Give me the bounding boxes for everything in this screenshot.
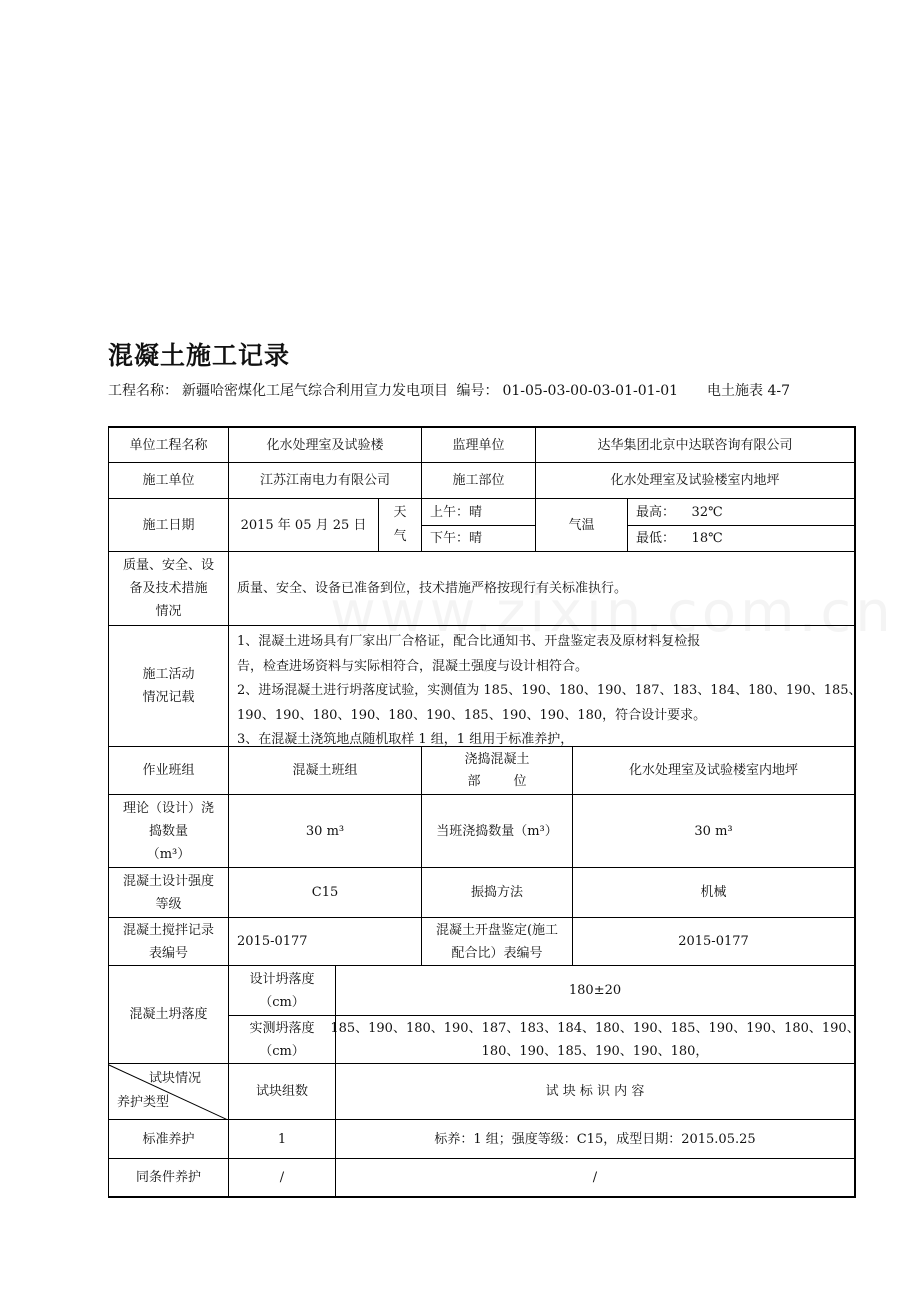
crew-value: 混凝土班组: [229, 747, 422, 795]
unit-project-value: 化水处理室及试验楼: [229, 428, 422, 463]
project-info-line: [108, 380, 794, 400]
activity-line-1: 1、混凝土进场具有厂家出厂合格证，配合比通知书、开盘鉴定表及原材料复检报: [237, 634, 701, 649]
temperature-high: [628, 499, 854, 526]
strength-label: [109, 868, 229, 918]
std-cure-label: 标准养护: [109, 1120, 229, 1159]
pour-part-label-1: 浇捣混凝土: [464, 751, 530, 767]
slump-actual-label-1: 实测坍落度: [249, 1020, 315, 1036]
page-title: 混凝土施工记录: [108, 341, 291, 370]
activity-line-5: 3、在混凝土浇筑地点随机取样 1 组，1 组用于标准养护，: [237, 732, 574, 747]
design-qty-label-1: 理论（设计）浇: [122, 800, 214, 816]
slump-design-label: [229, 966, 336, 1016]
temp-high-label: 最高：: [636, 504, 676, 520]
std-cure-count: 1: [229, 1120, 336, 1159]
slump-design-label-1: 设计坍落度: [249, 971, 315, 987]
supervisor-label: 监理单位: [422, 428, 536, 463]
date-value: 2015 年 05 月 25 日: [229, 499, 379, 552]
mix-record-label: [109, 918, 229, 966]
std-cure-content: 标养：1 组；强度等级：C15，成型日期：2015.05.25: [336, 1120, 854, 1159]
weather-pm: 下午：晴: [422, 526, 536, 552]
specimen-content-label: 试 块 标 识 内 容: [336, 1064, 854, 1120]
vibrate-value: 机械: [573, 868, 854, 918]
temperature-low: [628, 526, 854, 552]
code-value: 01-05-03-00-03-01-01-01: [502, 383, 679, 399]
specimen-header-bottom: 养护类型: [117, 1095, 170, 1110]
design-qty-value: 30 m³: [229, 795, 422, 868]
quality-label-2: 备及技术措施: [129, 581, 208, 596]
weather-am: 上午：晴: [422, 499, 536, 526]
mix-record-value: 2015-0177: [229, 918, 422, 966]
slump-actual-label: [229, 1016, 336, 1064]
date-label: 施工日期: [109, 499, 229, 552]
specimen-count-label: 试块组数: [229, 1064, 336, 1120]
open-eval-label-2: 配合比）表编号: [451, 945, 543, 961]
supervisor-value: 达华集团北京中达联咨询有限公司: [536, 428, 854, 463]
project-name: 新疆哈密煤化工尾气综合利用宣力发电项目: [182, 383, 448, 399]
form-number: 电土施表 4-7: [707, 383, 790, 399]
activity-line-2: 告，检查进场资料与实际相符合，混凝土强度与设计相符合。: [237, 658, 589, 674]
contractor-label: 施工单位: [109, 463, 229, 499]
activity-line-3: 2、进场混凝土进行坍落度试验，实测值为 185、190、180、190、187、183、184、180、190、185、: [237, 683, 862, 698]
mix-record-label-1: 混凝土搅拌记录: [122, 922, 214, 938]
shift-qty-value: 30 m³: [573, 795, 854, 868]
mix-record-label-2: 表编号: [148, 945, 188, 961]
pour-part-label: [422, 747, 573, 795]
weather-label: [379, 499, 422, 552]
location-label: 施工部位: [422, 463, 536, 499]
activity-label-1: 施工活动: [142, 667, 195, 682]
slump-design-label-2: （cm）: [259, 994, 305, 1010]
strength-label-1: 混凝土设计强度: [122, 873, 214, 889]
quality-label: [109, 552, 229, 626]
specimen-header-top: 试块情况: [149, 1071, 202, 1086]
slump-actual-value: [330, 1016, 860, 1064]
same-cure-count: /: [229, 1159, 336, 1196]
temperature-label: 气温: [536, 499, 628, 552]
slump-design-value: 180±20: [336, 966, 854, 1016]
open-eval-label-1: 混凝土开盘鉴定(施工: [435, 922, 559, 938]
weather-label-1: 天: [393, 505, 407, 520]
diagonal-divider: [108, 1064, 228, 1120]
design-qty-label-2: 捣数量: [148, 823, 188, 839]
temp-low-label: 最低：: [636, 531, 676, 546]
activity-text: [229, 626, 862, 747]
temp-low-value: 18℃: [691, 531, 723, 546]
open-eval-value: 2015-0177: [573, 918, 854, 966]
strength-value: C15: [229, 868, 422, 918]
vibrate-label: 振捣方法: [422, 868, 573, 918]
temp-high-value: 32℃: [691, 504, 723, 520]
code-label: 编号：: [456, 383, 499, 399]
same-cure-content: /: [592, 1170, 598, 1185]
strength-label-2: 等级: [155, 896, 182, 912]
activity-label-2: 情况记载: [142, 690, 195, 705]
crew-label: 作业班组: [109, 747, 229, 795]
slump-label: 混凝土坍落度: [109, 966, 229, 1064]
quality-label-1: 质量、安全、设: [122, 558, 214, 573]
same-cure-label: 同条件养护: [109, 1159, 229, 1196]
location-value: 化水处理室及试验楼室内地坪: [536, 463, 854, 499]
weather-label-2: 气: [393, 529, 407, 544]
activity-line-4: 190、190、180、190、180、190、185、190、190、180，符合设计要求。: [237, 707, 707, 723]
activity-label: [109, 626, 229, 747]
pour-part-label-2: 部 位: [467, 773, 527, 789]
quality-label-3: 情况: [155, 604, 182, 619]
pour-part-value: 化水处理室及试验楼室内地坪: [573, 747, 854, 795]
shift-qty-label: 当班浇捣数量（m³）: [422, 795, 573, 868]
project-label: 工程名称：: [108, 383, 178, 399]
contractor-value: 江苏江南电力有限公司: [229, 463, 422, 499]
slump-actual-label-2: （cm）: [259, 1043, 305, 1059]
design-qty-label: [109, 795, 229, 868]
open-eval-label: [422, 918, 573, 966]
unit-project-label: 单位工程名称: [109, 428, 229, 463]
quality-text: 质量、安全、设备已准备到位，技术措施严格按现行有关标准执行。: [229, 552, 854, 626]
design-qty-label-3: （m³）: [146, 846, 191, 862]
slump-actual-line-2: 180、190、185、190、190、180，: [481, 1043, 709, 1059]
slump-actual-line-1: 185、190、180、190、187、183、184、180、190、185、190、190、180、190、: [330, 1020, 860, 1036]
